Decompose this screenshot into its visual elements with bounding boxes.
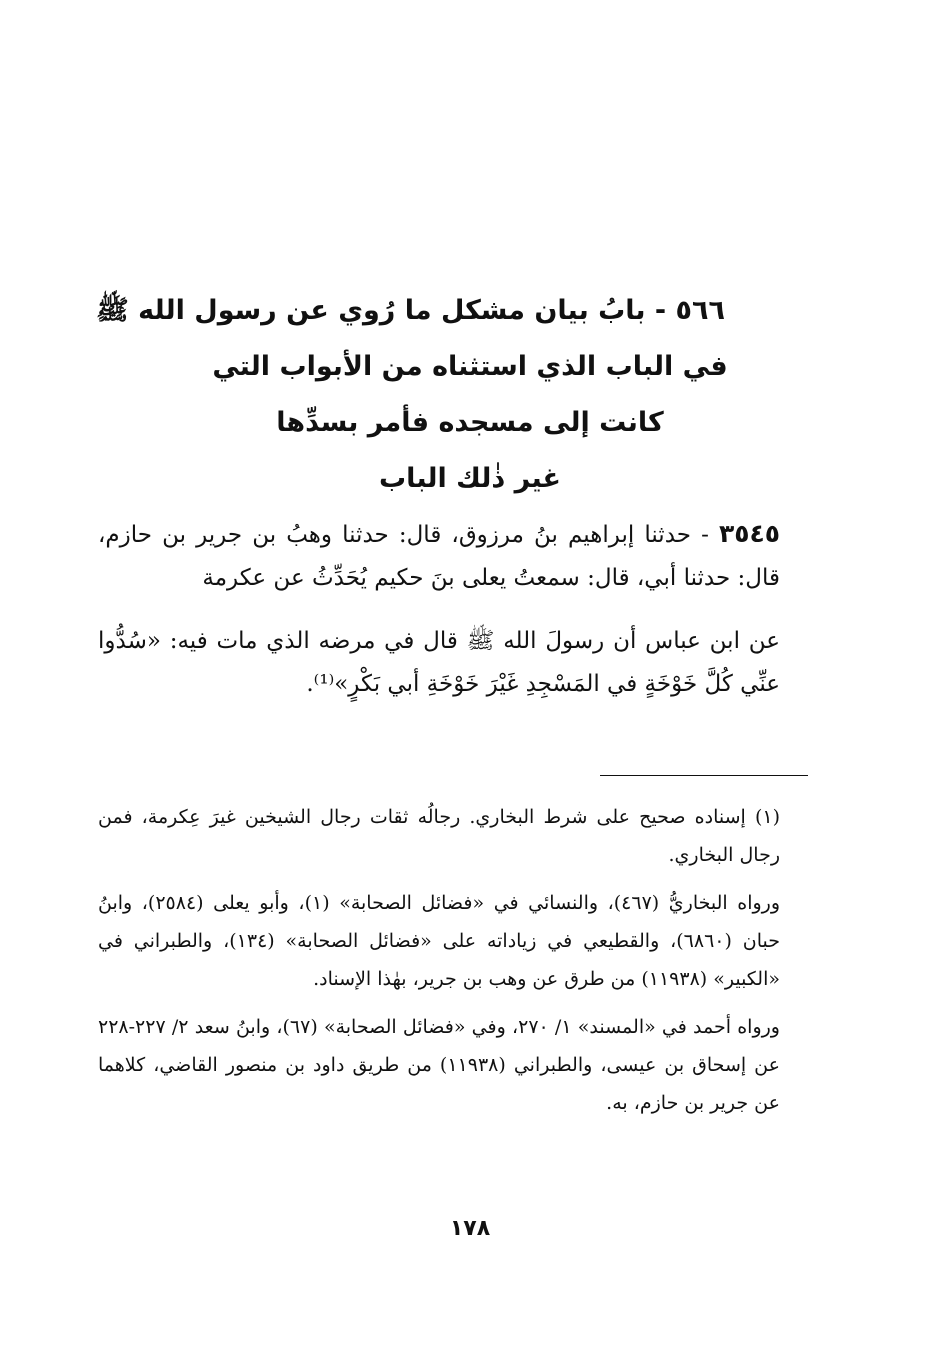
hadith-block <box>98 512 818 706</box>
chapter-heading <box>96 283 830 507</box>
chapter-title-line-4: غير ذٰلك الباب <box>379 463 561 494</box>
hadith-matn: عن ابن عباس أن رسولَ الله ﷺ قال في مرضه الذي مات فيه: «سُدُّوا عنِّي كُلَّ خَوْخَةٍ في المَسْجِدِ غَيْرَ خَوْخَةِ أبي بَكْرٍ»⁽¹⁾. <box>98 628 780 697</box>
chapter-title-line-2: في الباب الذي استثناه من الأبواب التي <box>212 351 728 382</box>
footnotes <box>98 798 818 1132</box>
chapter-title-line-3: كانت إلى مسجده فأمر بسدِّها <box>276 407 664 438</box>
hadith-isnad-text: - حدثنا إبراهيم بنُ مرزوق، قال: حدثنا وهبُ بن جرير بن حازم، قال: حدثنا أبي، قال: سمعتُ يعلى بنَ حكيم يُحَدِّثُ عن عكرمة <box>98 522 780 591</box>
hadith-isnad <box>98 512 818 600</box>
footnote-paragraph-3: ورواه أحمد في «المسند» ١/ ٢٧٠، وفي «فضائل الصحابة» (٦٧)، وابنُ سعد ٢/ ٢٢٧-٢٢٨ عن إسحاق بن عيسى، والطبراني (١١٩٣٨) من طريق داود بن منصور القاضي، كلاهما عن جرير بن حازم، به. <box>98 1016 780 1114</box>
footnote-separator <box>600 775 808 776</box>
footnote-1: (١) إسناده صحيح على شرط البخاري. رجالُه ثقات رجال الشيخين غيرَ عِكرمة، فمن رجال البخاري. <box>98 806 780 866</box>
hadith-number: ٣٥٤٥ <box>718 519 780 548</box>
page-number: ١٧٨ <box>449 1216 491 1241</box>
footnote-paragraph-2: ورواه البخاريُّ (٤٦٧)، والنسائي في «فضائل الصحابة» (١)، وأبو يعلى (٢٥٨٤)، وابنُ حبان (٦٨٦٠)، والقطيعي في زياداته على «فضائل الصحابة» (١٣٤)، والطبراني في «الكبير» (١١٩٣٨) من طرق عن وهب بن جرير، بهٰذا الإسناد. <box>98 892 781 990</box>
chapter-title-line-1: ٥٦٦ - بابُ بيان مشكل ما رُوي عن رسول الله ﷺ <box>96 295 725 326</box>
